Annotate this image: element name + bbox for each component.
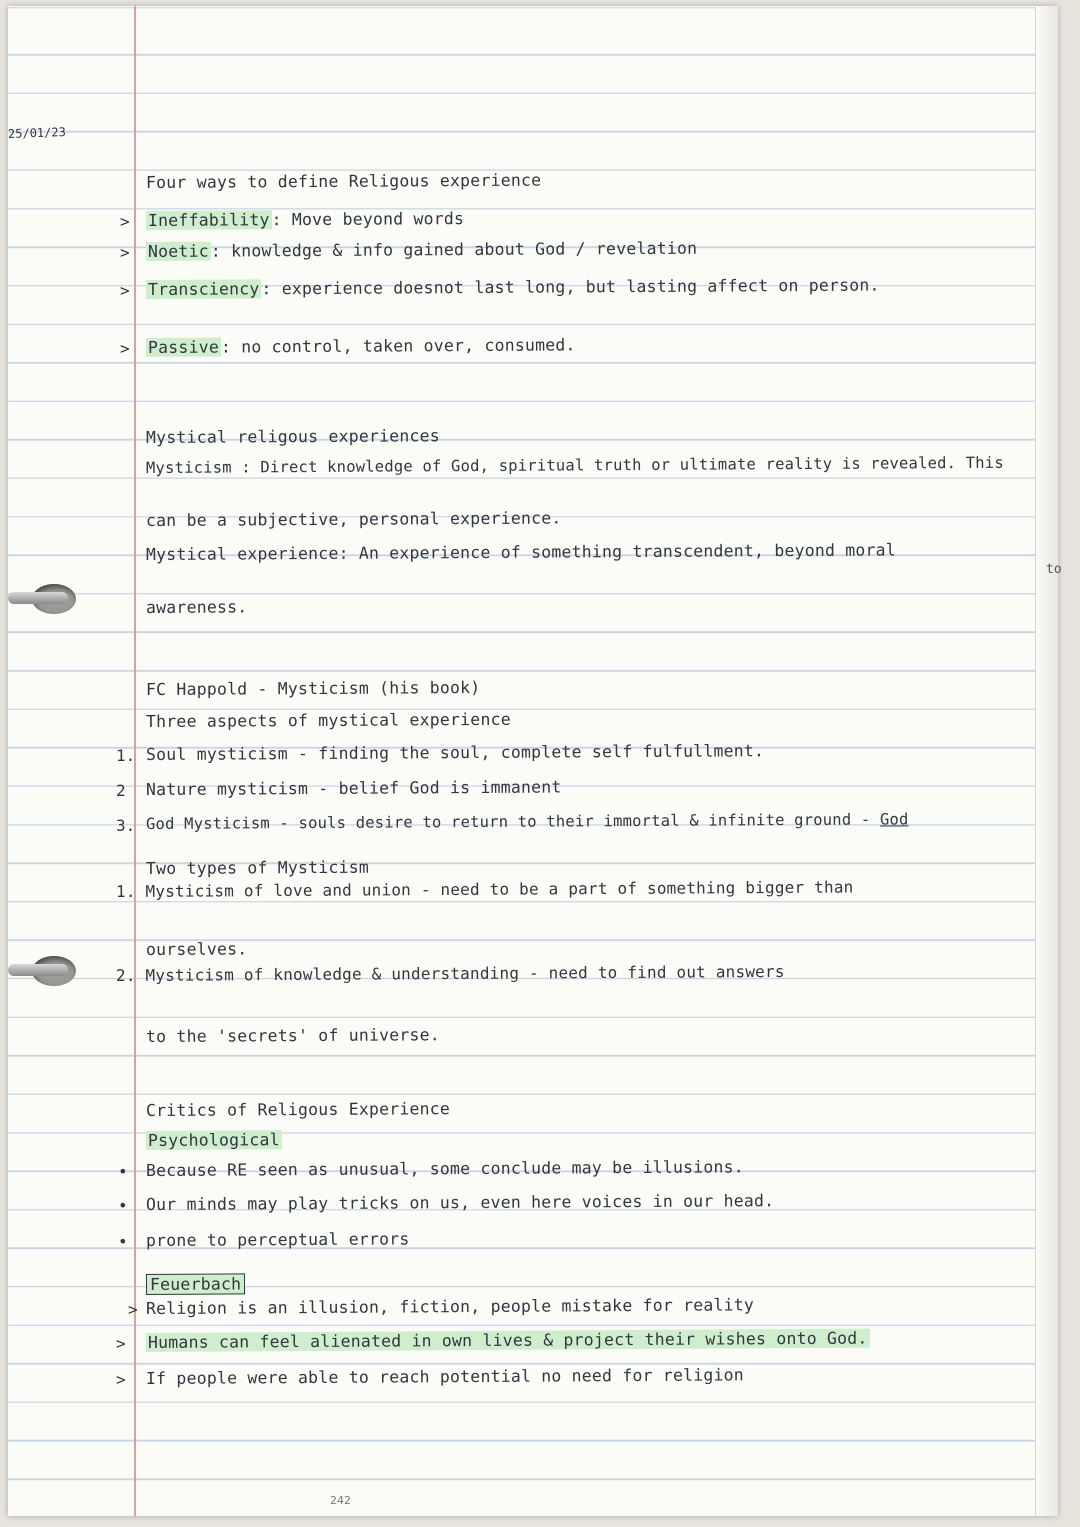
section4-title: Critics of Religous Experience	[145, 1099, 451, 1120]
date-header: 25/01/23	[7, 124, 67, 142]
psych-bullet-3: •	[118, 1232, 128, 1251]
item4-marker: >	[120, 339, 130, 358]
psych-point-1: Because RE seen as unusual, some conclude may be illusions.	[145, 1157, 744, 1180]
psych-bullet-2: •	[118, 1196, 128, 1215]
section3-subtitle: Three aspects of mystical experience	[145, 709, 511, 731]
feuerbach-point-2: Humans can feel alienated in own lives & project their wishes onto God.	[147, 1328, 868, 1352]
aspect3-line: God Mysticism - souls desire to return to their immortal & infinite ground - God	[145, 810, 909, 833]
section1-title: Four ways to define Religous experience	[145, 170, 542, 192]
aspect3-num: 3.	[116, 816, 136, 835]
mysticism-def-2: can be a subjective, personal experience.	[145, 508, 562, 530]
binder-ring-bottom	[8, 964, 68, 976]
aspect1-num: 1.	[116, 746, 136, 765]
feuerbach-marker-1: >	[128, 1300, 138, 1319]
item3-marker: >	[120, 281, 130, 300]
passive-line: Passive : no control, taken over, consumed.	[147, 335, 576, 357]
type2-line2: to the 'secrets' of universe.	[145, 1025, 440, 1046]
type2-line1: 2. Mysticism of knowledge & understanding - need to find out answers	[115, 961, 785, 985]
feuerbach-marker-3: >	[116, 1370, 126, 1389]
feuerbach-marker-2: >	[116, 1334, 126, 1353]
edge-mark-to: to	[1046, 562, 1062, 577]
feuerbach-point-1: Religion is an illusion, fiction, people mistake for reality	[145, 1295, 755, 1318]
type1-line1: 1. Mysticism of love and union - need to be a part of something bigger than	[115, 877, 854, 901]
feuerbach-label: Feuerbach	[146, 1274, 245, 1294]
mystical-exp-def-1: Mystical experience: An experience of something transcendent, beyond moral	[145, 540, 896, 564]
item2-marker: >	[120, 243, 130, 262]
mysticism-def-1: Mysticism : Direct knowledge of God, spiritual truth or ultimate reality is revealed. This	[145, 453, 1004, 477]
noetic-line: Noetic : knowledge & info gained about God / revelation	[147, 238, 698, 261]
page-number: 242	[330, 1494, 351, 1507]
ineffability-term: Ineffability	[147, 210, 270, 230]
transciency-term: Transciency	[147, 279, 260, 299]
mystical-exp-def-2: awareness.	[145, 597, 248, 617]
aspect2-text: Nature mysticism - belief God is immanent	[145, 777, 562, 799]
noetic-term: Noetic	[147, 241, 209, 261]
types-title: Two types of Mysticism	[145, 857, 370, 878]
god-underlined: God	[879, 810, 909, 829]
type1-line2: ourselves.	[145, 939, 248, 959]
aspect1-text: Soul mysticism - finding the soul, complete self fulfullment.	[145, 741, 765, 764]
psych-bullet-1: •	[118, 1162, 128, 1181]
feuerbach-point-3: If people were able to reach potential no need for religion	[145, 1365, 744, 1388]
psych-point-2: Our minds may play tricks on us, even here voices in our head.	[145, 1191, 775, 1214]
section3-title: FC Happold - Mysticism (his book)	[145, 677, 481, 699]
transciency-line: Transciency : experience doesnot last long, but lasting affect on person.	[147, 275, 880, 299]
ineffability-line: Ineffability : Move beyond words	[147, 209, 465, 230]
psych-label: Psychological	[147, 1130, 280, 1150]
passive-term: Passive	[147, 337, 219, 357]
item1-marker: >	[120, 212, 130, 231]
section2-title: Mystical religous experiences	[145, 426, 440, 447]
binder-ring-top	[8, 592, 68, 604]
psych-point-3: prone to perceptual errors	[145, 1229, 410, 1250]
page-edge	[1035, 6, 1058, 1516]
aspect2-num: 2	[116, 781, 126, 800]
